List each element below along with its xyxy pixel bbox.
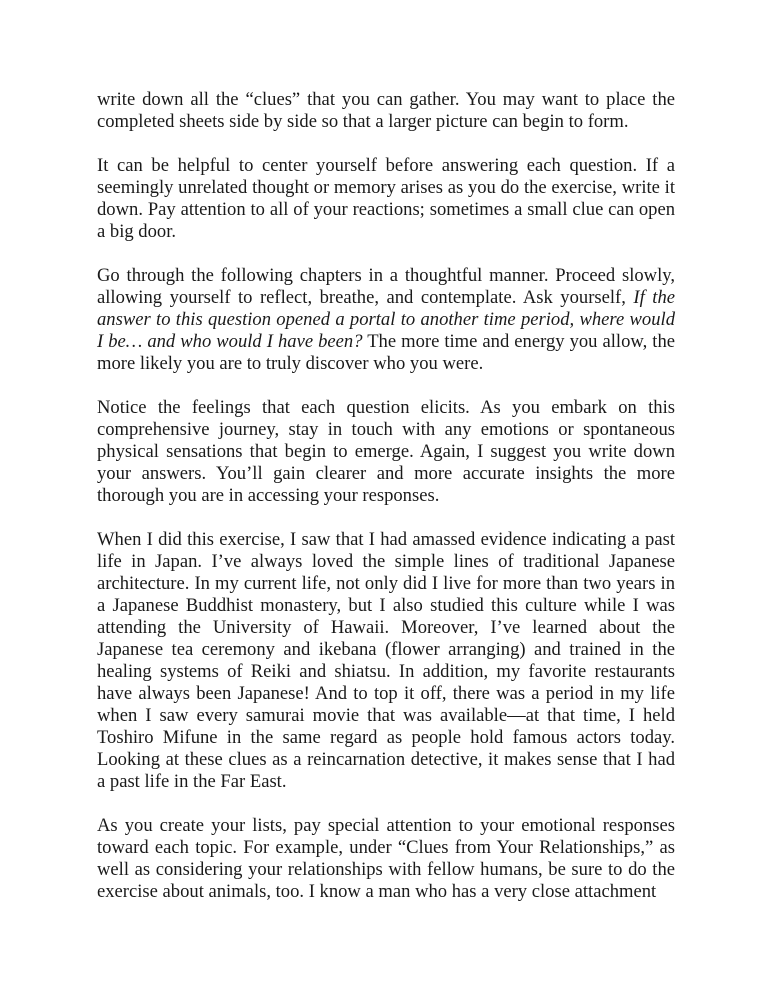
paragraph-chapters-text: Go through the following chapters in a thoughtful manner. Proceed slowly, allowing yourself to reflect, breathe, and contemplate. Ask yourself,: [97, 265, 675, 308]
book-page: [97, 89, 675, 925]
paragraph-clues: write down all the “clues” that you can gather. You may want to place the completed sheets side by side so that a larger picture can begin to form.: [97, 89, 675, 132]
paragraph-japan: When I did this exercise, I saw that I had amassed evidence indicating a past life in Japan. I’ve always loved the simple lines of traditional Japanese architecture. In my current life, not only did I live for more than two years in a Japanese Buddhist monastery, but I also studied this culture while I was attending the University of Hawaii. Moreover, I’ve learned about the Japanese tea ceremony and ikebana (flower arranging) and trained in the healing systems of Reiki and shiatsu. In addition, my favorite restaurants have always been Japanese! And to top it off, there was a period in my life when I saw every samurai movie that was available—at that time, I held Toshiro Mifune in the same regard as people hold famous actors today. Looking at these clues as a reincarnation detective, it makes sense that I had a past life in the Far East.: [97, 529, 675, 792]
paragraph-feelings: Notice the feelings that each question elicits. As you embark on this comprehensive journey, stay in touch with any emotions or spontaneous physical sensations that begin to emerge. Again, I suggest you write down your answers. You’ll gain clearer and more accurate insights the more thorough you are in accessing your responses.: [97, 397, 675, 506]
paragraph-chapters-italic: If the answer to this question opened a portal to another time period, where would I be… and who would I have been?: [97, 287, 675, 352]
paragraph-chapters-text-end: The more time and energy you allow, the more likely you are to truly discover who you were.: [97, 331, 675, 374]
paragraph-chapters: [97, 265, 675, 375]
paragraph-center-yourself: It can be helpful to center yourself before answering each question. If a seemingly unrelated thought or memory arises as you do the exercise, write it down. Pay attention to all of your reactions; sometimes a small clue can open a big door.: [97, 155, 675, 242]
paragraph-lists: As you create your lists, pay special attention to your emotional responses toward each topic. For example, under “Clues from Your Relationships,” as well as considering your relationships with fellow humans, be sure to do the exercise about animals, too. I know a man who has a very close attachment: [97, 815, 675, 902]
